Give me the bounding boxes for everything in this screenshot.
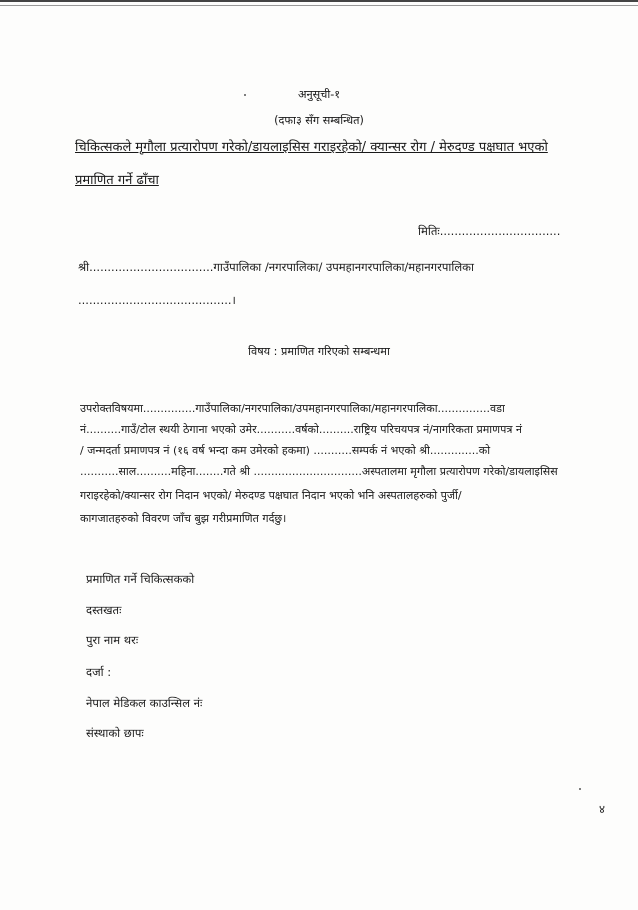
nmc-number-label: नेपाल मेडिकल काउन्सिल नंः bbox=[86, 696, 203, 710]
form-title-line-1: चिकित्सकले मृगौला प्रत्यारोपण गरेको/डायलाइसिस गराइरहेको/ क्यान्सर रोग / मेरुदण्ड पक्षघात भएको bbox=[75, 140, 548, 155]
body-line-1: उपरोक्तविषयमा...............गाउँपालिका/नगरपालिका/उपमहानगरपालिका/महानगरपालिका...............वडा bbox=[80, 402, 505, 415]
annex-heading: अनुसूची-१ bbox=[297, 88, 341, 101]
body-line-4: ...........साल..........महिना........गते श्री ...............................अस्पतालमा मृगौला प्रत्यारोपण गरेको/डायलाइसिस bbox=[80, 465, 558, 478]
body-line-6: कागजातहरुको विवरण जाँच बुझ गरीप्रमाणित गर्दछु। bbox=[80, 512, 287, 525]
addressee-line-1: श्री..................................गाउँपालिका /नगरपालिका/ उपमहानगरपालिका/महानगरपालिका bbox=[78, 260, 474, 274]
body-line-5: गराइरहेको/क्यान्सर रोग निदान भएको/ मेरुदण्ड पक्षघात निदान भएको भनि अस्पतालहरुको पुर्जी/ bbox=[80, 489, 462, 502]
scan-speck bbox=[579, 788, 581, 790]
institution-stamp-label: संस्थाको छापः bbox=[86, 726, 144, 740]
full-name-label: पुरा नाम थरः bbox=[86, 633, 139, 647]
date-field: मितिः................................. bbox=[418, 224, 561, 238]
form-title-line-2: प्रमाणित गर्ने ढाँचा bbox=[75, 173, 159, 188]
rank-label: दर्जा : bbox=[86, 665, 112, 679]
addressee-line-2: ..........................................। bbox=[78, 293, 236, 307]
related-section: (दफा३ सँग सम्बन्धित) bbox=[274, 114, 364, 127]
signature-heading: प्रमाणित गर्ने चिकित्सकको bbox=[86, 572, 195, 586]
body-line-2: नं..........गाउँ/टोल स्थयी ठेगाना भएको उमेर...........वर्षको..........राष्ट्रिय परिचयपत्र नं/नागरिकता प्रमाणपत्र नं bbox=[80, 423, 523, 436]
page-number: ४ bbox=[599, 802, 605, 816]
signature-label: दस्तखतः bbox=[86, 603, 122, 617]
subject-line: विषय : प्रमाणित गरिएको सम्बन्धमा bbox=[248, 345, 390, 358]
scan-edge-line bbox=[0, 5, 638, 6]
body-line-3: / जन्मदर्ता प्रमाणपत्र नं (१६ वर्ष भन्दा कम उमेरको हकमा) ...........सम्पर्क नं भएको श्री..............को bbox=[80, 444, 491, 457]
